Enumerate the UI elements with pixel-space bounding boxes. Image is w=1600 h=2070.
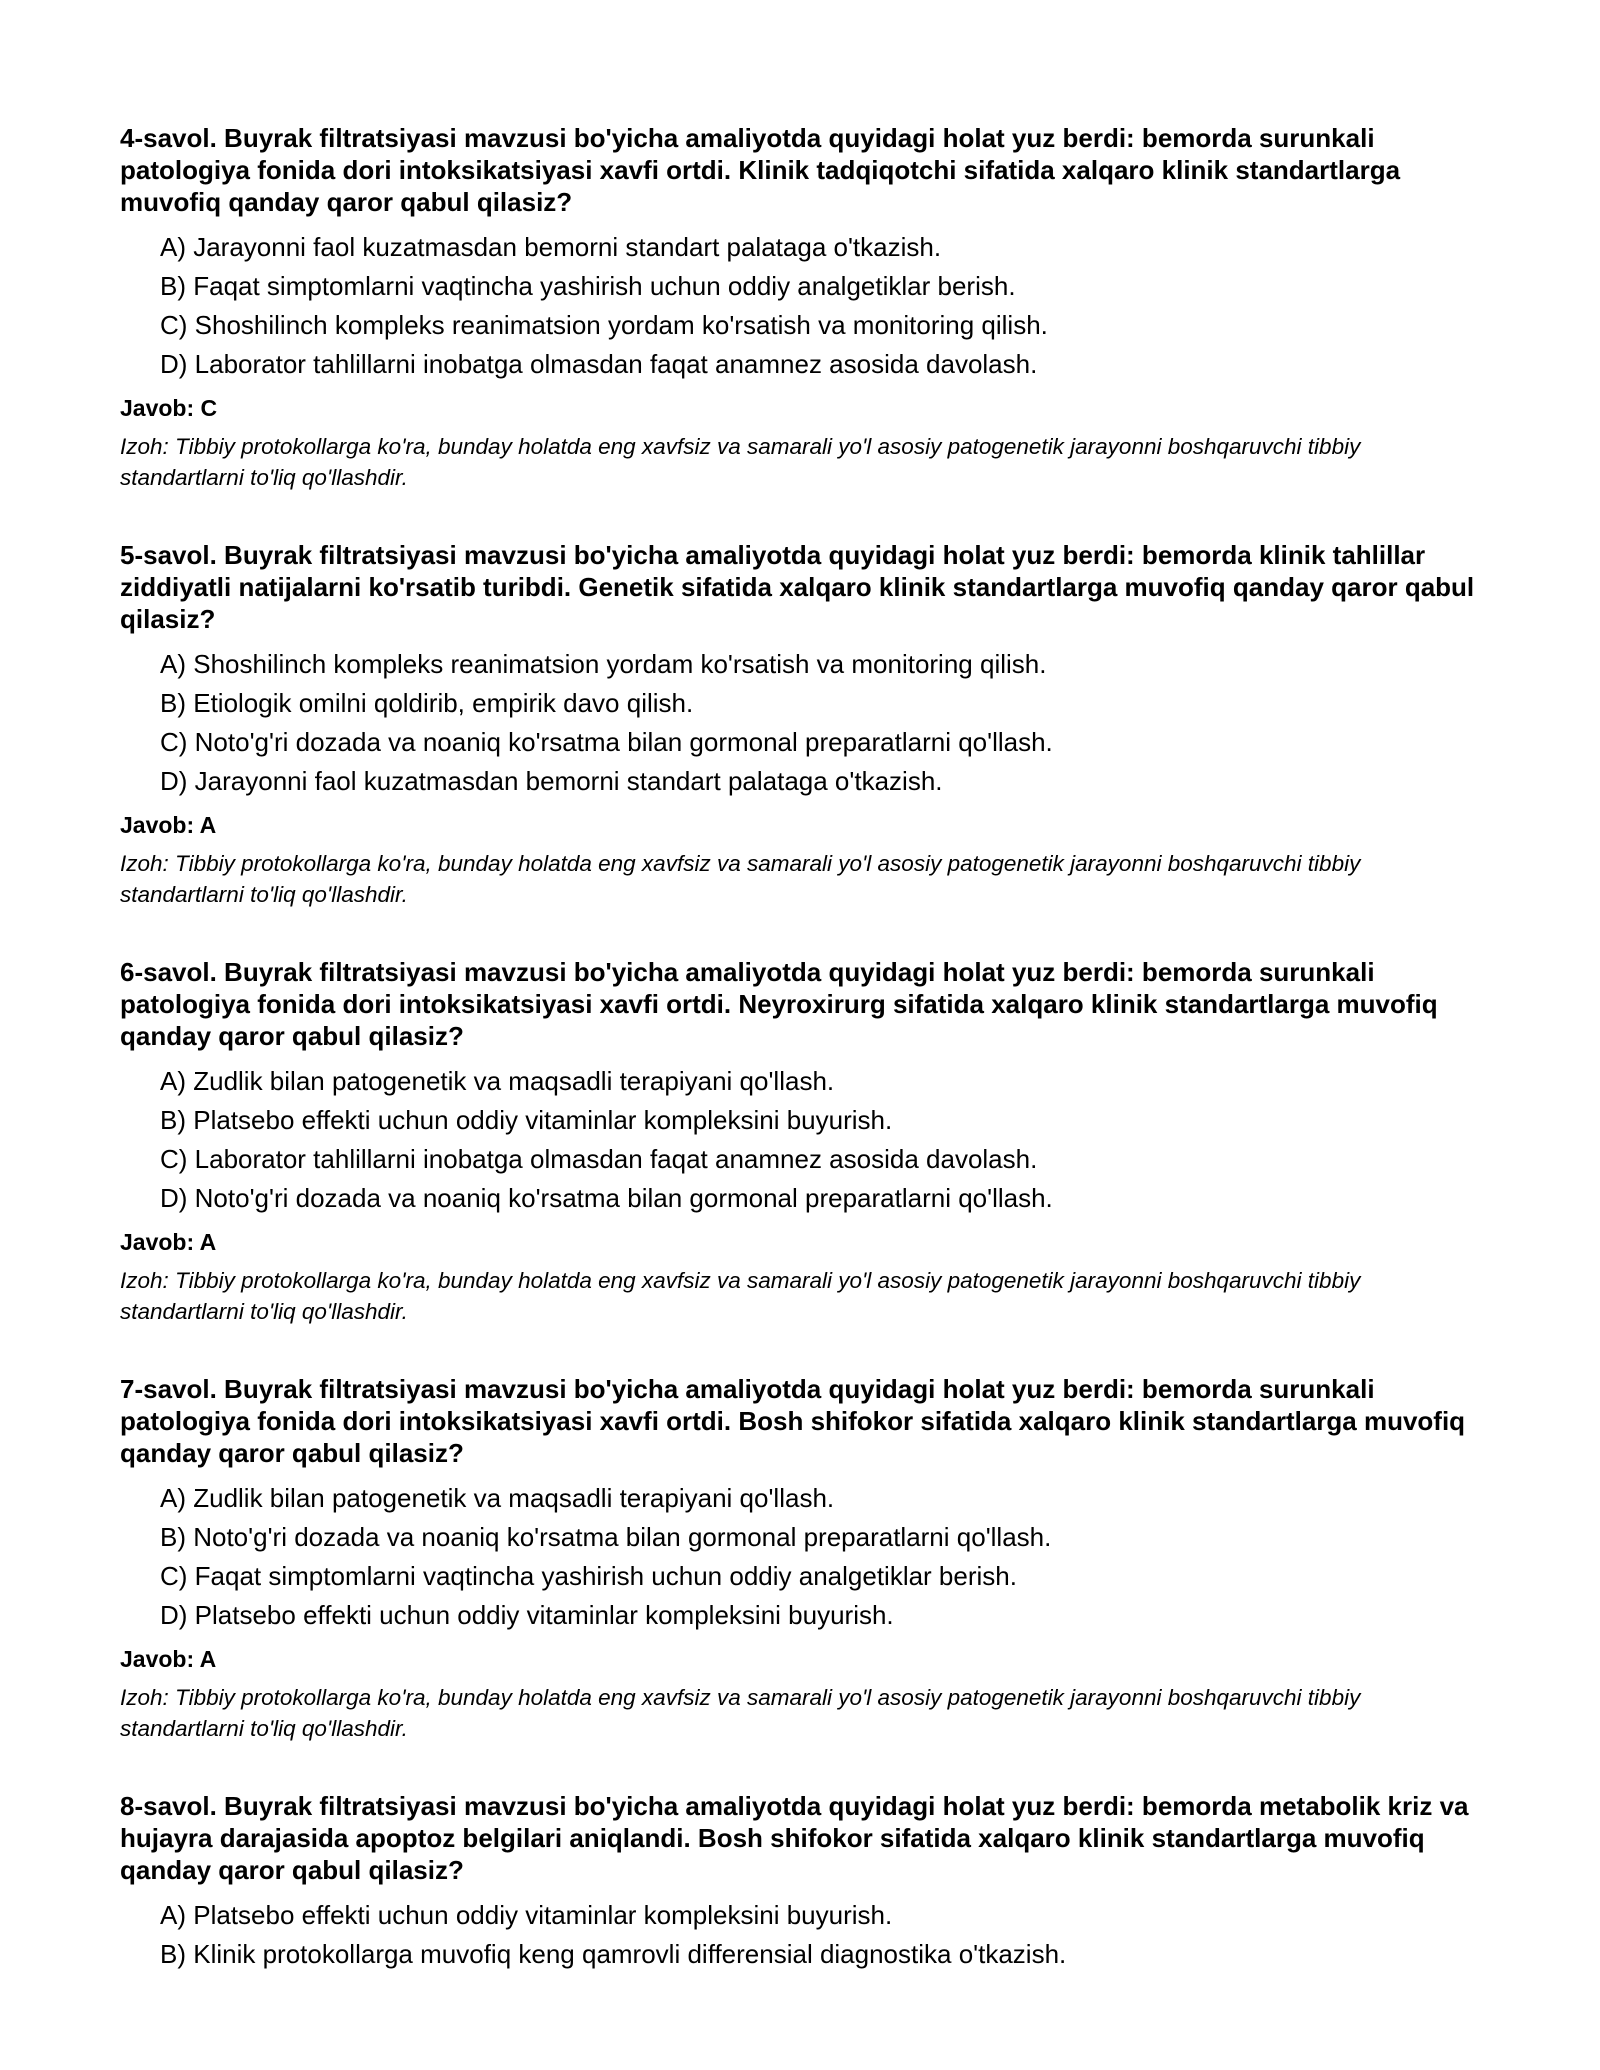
answer-options [120, 1479, 1500, 1635]
explanation-note: Izoh: Tibbiy protokollarga ko'ra, bunday holatda eng xavfsiz va samarali yo'l asosiy patogenetik jarayonni boshqaruvchi tibbiy standartlarni to'liq qo'llashdir. [120, 1685, 1361, 1741]
answer-options [120, 1896, 1500, 1974]
answer-key: Javob: C [120, 395, 218, 421]
question-text: 8-savol. Buyrak filtratsiyasi mavzusi bo'yicha amaliyotda quyidagi holat yuz berdi: bemorda metabolik kriz va hujayra darajasida apoptoz belgilari aniqlandi. Bosh shifokor sifatida xalqaro klinik standartlarga muvofiq qanday qaror qabul qilasiz? [120, 1791, 1469, 1885]
option-b: B) Etiologik omilni qoldirib, empirik davo qilish. [160, 688, 694, 718]
answer-options [120, 645, 1500, 801]
document-page [120, 122, 1500, 2020]
answer-key: Javob: A [120, 1646, 217, 1672]
option-d: D) Platsebo effekti uchun oddiy vitaminlar kompleksini buyurish. [160, 1600, 894, 1630]
option-c: C) Shoshilinch kompleks reanimatsion yordam ko'rsatish va monitoring qilish. [160, 310, 1048, 340]
option-c: C) Noto'g'ri dozada va noaniq ko'rsatma bilan gormonal preparatlarni qo'llash. [160, 727, 1053, 757]
question-5 [120, 539, 1500, 910]
explanation-note: Izoh: Tibbiy protokollarga ko'ra, bunday holatda eng xavfsiz va samarali yo'l asosiy patogenetik jarayonni boshqaruvchi tibbiy standartlarni to'liq qo'llashdir. [120, 851, 1361, 907]
question-8 [120, 1790, 1500, 1974]
option-b: B) Klinik protokollarga muvofiq keng qamrovli differensial diagnostika o'tkazish. [160, 1939, 1067, 1969]
option-a: A) Jarayonni faol kuzatmasdan bemorni standart palataga o'tkazish. [160, 232, 942, 262]
option-a: A) Shoshilinch kompleks reanimatsion yordam ko'rsatish va monitoring qilish. [160, 649, 1047, 679]
option-c: C) Laborator tahlillarni inobatga olmasdan faqat anamnez asosida davolash. [160, 1144, 1038, 1174]
question-7 [120, 1373, 1500, 1744]
question-text: 6-savol. Buyrak filtratsiyasi mavzusi bo'yicha amaliyotda quyidagi holat yuz berdi: bemorda surunkali patologiya fonida dori intoksikatsiyasi xavfi ortdi. Neyroxirurg sifatida xalqaro klinik standartlarga muvofiq qanday qaror qabul qilasiz? [120, 957, 1438, 1051]
option-b: B) Faqat simptomlarni vaqtincha yashirish uchun oddiy analgetiklar berish. [160, 271, 1016, 301]
answer-options [120, 228, 1500, 384]
option-a: A) Zudlik bilan patogenetik va maqsadli terapiyani qo'llash. [160, 1066, 835, 1096]
option-d: D) Laborator tahlillarni inobatga olmasdan faqat anamnez asosida davolash. [160, 349, 1038, 379]
answer-options [120, 1062, 1500, 1218]
explanation-note: Izoh: Tibbiy protokollarga ko'ra, bunday holatda eng xavfsiz va samarali yo'l asosiy patogenetik jarayonni boshqaruvchi tibbiy standartlarni to'liq qo'llashdir. [120, 1268, 1361, 1324]
option-a: A) Platsebo effekti uchun oddiy vitaminlar kompleksini buyurish. [160, 1900, 893, 1930]
question-text: 5-savol. Buyrak filtratsiyasi mavzusi bo'yicha amaliyotda quyidagi holat yuz berdi: bemorda klinik tahlillar ziddiyatli natijalarni ko'rsatib turibdi. Genetik sifatida xalqaro klinik standartlarga muvofiq qanday qaror qabul qilasiz? [120, 540, 1475, 634]
question-6 [120, 956, 1500, 1327]
explanation-note: Izoh: Tibbiy protokollarga ko'ra, bunday holatda eng xavfsiz va samarali yo'l asosiy patogenetik jarayonni boshqaruvchi tibbiy standartlarni to'liq qo'llashdir. [120, 434, 1361, 490]
option-d: D) Noto'g'ri dozada va noaniq ko'rsatma bilan gormonal preparatlarni qo'llash. [160, 1183, 1053, 1213]
option-b: B) Platsebo effekti uchun oddiy vitaminlar kompleksini buyurish. [160, 1105, 893, 1135]
answer-key: Javob: A [120, 812, 217, 838]
answer-key: Javob: A [120, 1229, 217, 1255]
option-a: A) Zudlik bilan patogenetik va maqsadli terapiyani qo'llash. [160, 1483, 835, 1513]
question-4 [120, 122, 1500, 493]
option-c: C) Faqat simptomlarni vaqtincha yashirish uchun oddiy analgetiklar berish. [160, 1561, 1017, 1591]
question-text: 7-savol. Buyrak filtratsiyasi mavzusi bo'yicha amaliyotda quyidagi holat yuz berdi: bemorda surunkali patologiya fonida dori intoksikatsiyasi xavfi ortdi. Bosh shifokor sifatida xalqaro klinik standartlarga muvofiq qanday qaror qabul qilasiz? [120, 1374, 1466, 1468]
option-b: B) Noto'g'ri dozada va noaniq ko'rsatma bilan gormonal preparatlarni qo'llash. [160, 1522, 1052, 1552]
option-d: D) Jarayonni faol kuzatmasdan bemorni standart palataga o'tkazish. [160, 766, 943, 796]
question-text: 4-savol. Buyrak filtratsiyasi mavzusi bo'yicha amaliyotda quyidagi holat yuz berdi: bemorda surunkali patologiya fonida dori intoksikatsiyasi xavfi ortdi. Klinik tadqiqotchi sifatida xalqaro klinik standartlarga muvofiq qanday qaror qabul qilasiz? [120, 123, 1401, 217]
